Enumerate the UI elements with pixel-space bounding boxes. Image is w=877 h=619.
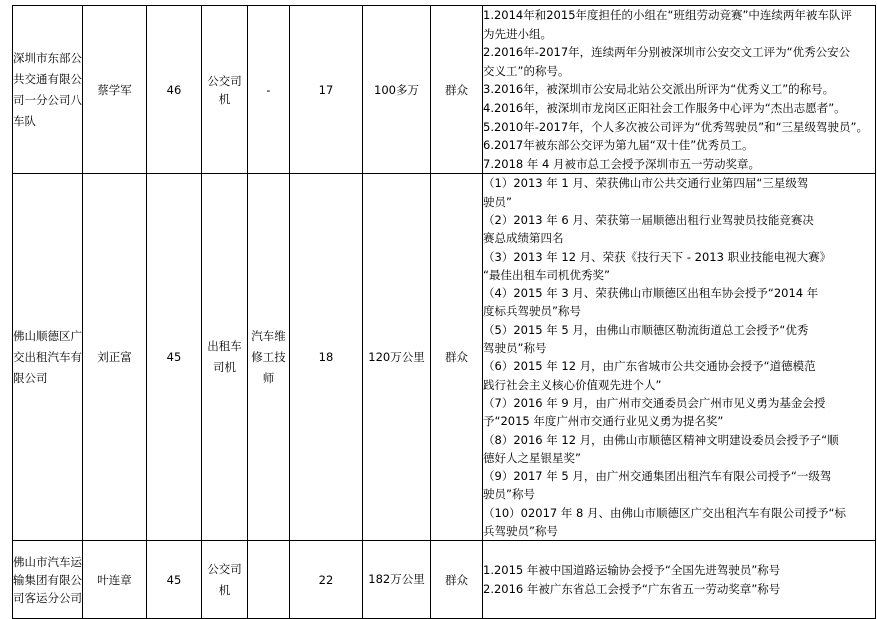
years-cell: 17 [290,6,363,174]
award-line: 驾驶员”称号 [483,341,547,356]
award-line: （10）02017 年 8 月、由佛山市顺德区广交出租汽车有限公司授予“标 [483,505,846,520]
age-cell: 46 [147,6,202,174]
job-cell: 公交司机 [202,541,248,619]
award-line: 赛总成绩第四名 [483,231,564,246]
awards-cell [483,174,876,541]
honor-table [12,5,876,619]
age-cell: 45 [147,174,202,541]
award-line: 3.2016年，被深圳市公安局北站公交派出所评为“优秀义工”的称号。 [483,82,835,97]
title-cell: - [248,6,290,174]
mileage-cell: 182万公里 [363,541,431,619]
award-line: 践行社会主义核心价值观先进个人” [483,377,662,392]
job-cell: 出租车司机 [202,174,248,541]
unit-cell: 佛山顺德区广交出租汽车有限公司 [13,174,83,541]
award-line: 2.2016年-2017年，连续两年分别被深圳市公安交文工评为“优秀公安公 [483,45,851,60]
award-line: 驶员”称号 [483,487,535,502]
political-cell: 群众 [431,541,483,619]
award-line: （3）2013 年 12 月、荣获《技行天下 - 2013 职业技能电视大赛》 [483,249,832,264]
political-cell: 群众 [431,6,483,174]
award-line: 6.2017年被东部公交评为第九届“双十佳”优秀员工。 [483,138,754,153]
award-line: 2.2016 年被广东省总工会授予“广东省五一劳动奖章”称号 [483,581,781,596]
unit-cell: 深圳市东部公共交通有限公司一分公司八车队 [13,6,83,174]
award-line: 予“2015 年度广州市交通行业见义勇为提名奖” [483,414,724,429]
award-line: 交义工”的称号。 [483,63,570,78]
job-cell: 公交司机 [202,6,248,174]
award-line: 兵驾驶员”称号 [483,523,558,538]
award-line: （7）2016 年 9 月，由广州市交通委员会广州市见义勇为基金会授 [483,395,826,410]
award-line: （8）2016 年 12 月，由佛山市顺德区精神文明建设委员会授予子“顺 [483,432,839,447]
title-cell [248,541,290,619]
award-line: （2）2013 年 6 月、荣获第一届顺德出租行业驾驶员技能竞赛决 [483,212,814,227]
awards-cell [483,6,876,174]
award-line: 为先进小组。 [483,26,552,41]
title-cell: 汽车维修工技师 [248,174,290,541]
age-cell: 45 [147,541,202,619]
award-line: 7.2018 年 4 月被市总工会授予深圳市五一劳动奖章。 [483,156,761,171]
years-cell: 18 [290,174,363,541]
award-line: （1）2013 年 1 月、荣获佛山市公共交通行业第四届“三星级驾 [483,176,809,191]
award-line: 德好人之星银星奖” [483,450,581,465]
award-line: （4）2015 年 3 月、荣获佛山市顺德区出租车协会授予“2014 年 [483,286,819,301]
award-line: 驶员” [483,194,512,209]
name-cell: 叶连章 [83,541,147,619]
name-cell: 蔡学军 [83,6,147,174]
award-line: （9）2017 年 5 月，由广州交通集团出租汽车有限公司授予“一级驾 [483,469,832,484]
table-row [13,174,876,541]
mileage-cell: 120万公里 [363,174,431,541]
years-cell: 22 [290,541,363,619]
awards-cell [483,541,876,619]
award-line: 1.2014年和2015年度担任的小组在“班组劳动竞赛”中连续两年被车队评 [483,8,852,22]
award-line: 4.2016年，被深圳市龙岗区正阳社会工作服务中心评为“杰出志愿者”。 [483,100,846,115]
award-line: （6）2015 年 12 月，由广东省城市公共交通协会授予“道德模范 [483,359,816,374]
award-line: （5）2015 年 5 月，由佛山市顺德区勒流街道总工会授予“优秀 [483,322,809,337]
name-cell: 刘正富 [83,174,147,541]
unit-cell: 佛山市汽车运输集团有限公司客运分公司 [13,541,83,619]
table-row [13,6,876,174]
mileage-cell: 100多万 [363,6,431,174]
award-line: 度标兵驾驶员”称号 [483,304,581,319]
award-line: 5.2010年-2017年，个人多次被公司评为“优秀驾驶员”和“三星级驾驶员”。 [483,119,868,134]
award-line: 1.2015 年被中国道路运输协会授予“全国先进驾驶员”称号 [483,562,781,577]
table-row [13,541,876,619]
award-line: “最佳出租车司机优秀奖” [483,267,610,282]
political-cell: 群众 [431,174,483,541]
